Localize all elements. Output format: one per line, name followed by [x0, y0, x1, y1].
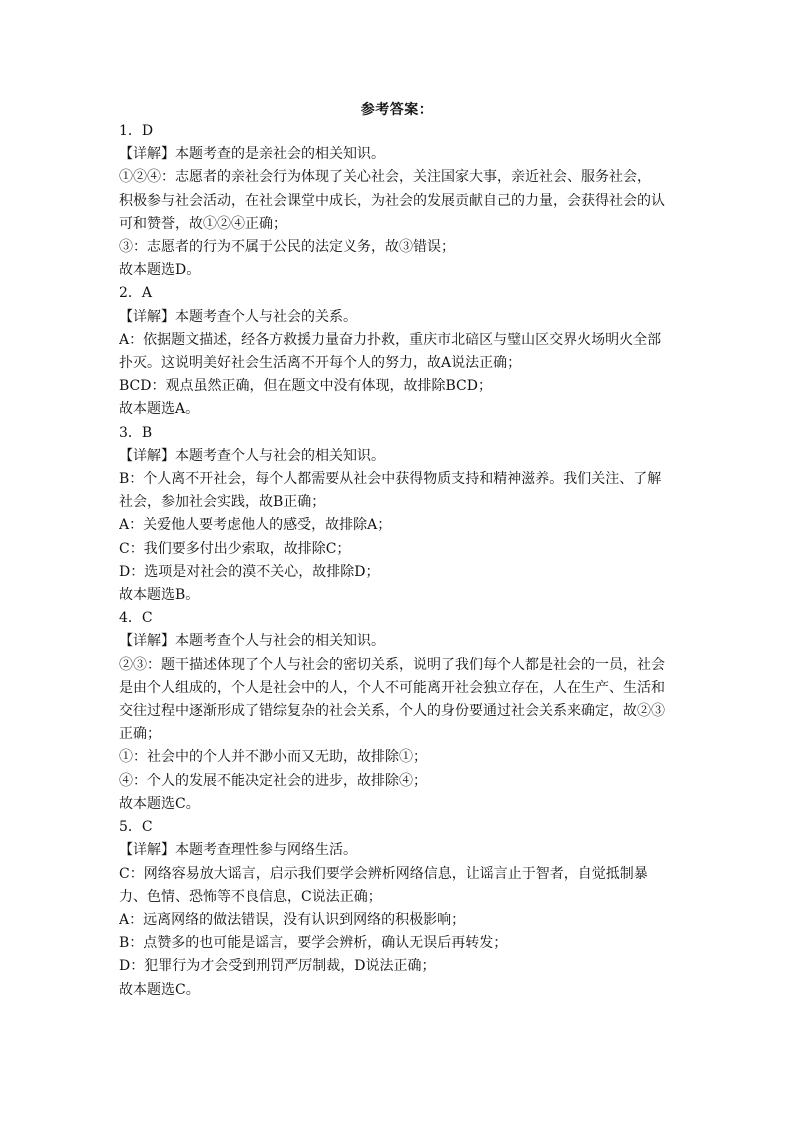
text-line: D：选项是对社会的漠不关心，故排除D；	[119, 563, 380, 580]
text-line: 故本题选B。	[119, 587, 200, 604]
text-line: ④：个人的发展不能决定社会的进步，故排除④；	[119, 772, 427, 789]
text-line: 社会，参加社会实践，故B正确；	[119, 494, 326, 511]
answer-content	[119, 120, 679, 1002]
text-line: 故本题选C。	[119, 795, 200, 812]
page-title: 参考答案：	[360, 102, 434, 118]
text-line: 4．C	[119, 610, 153, 627]
text-line: 可和赞誉，故①②④正确；	[119, 215, 287, 232]
text-line: 1．D	[119, 123, 154, 139]
text-line: 交往过程中逐渐形成了错综复杂的社会关系，个人的身份要通过社会关系来确定，故②③	[119, 703, 665, 720]
text-line: D：犯罪行为才会受到刑罚严厉制裁，D说法正确；	[119, 958, 436, 975]
text-line: ③：志愿者的行为不属于公民的法定义务，故③错误；	[119, 239, 455, 256]
text-line: 2．A	[119, 285, 153, 302]
text-line: 正确；	[119, 726, 161, 743]
text-line: 【详解】本题考查个人与社会的关系。	[119, 308, 357, 325]
text-line: 积极参与社会活动，在社会课堂中成长，为社会的发展贡献自己的力量，会获得社会的认	[119, 192, 665, 209]
text-line: 故本题选C。	[119, 981, 200, 998]
text-line: ②③：题干描述体现了个人与社会的密切关系，说明了我们每个人都是社会的一员，社会	[119, 656, 665, 673]
text-line: A：关爱他人要考虑他人的感受，故排除A；	[119, 517, 392, 534]
text-line: B：点赞多的也可能是谣言，要学会辨析，确认无误后再转发；	[119, 935, 508, 952]
text-line: 扑灭。这说明美好社会生活离不开每个人的努力，故A说法正确；	[119, 355, 522, 372]
text-line: 【详解】本题考查个人与社会的相关知识。	[119, 447, 385, 464]
text-line: 【详解】本题考查的是亲社会的相关知识。	[119, 146, 385, 163]
text-line: ①②④：志愿者的亲社会行为体现了关心社会，关注国家大事，亲近社会、服务社会，	[119, 169, 651, 186]
text-line: 故本题选A。	[119, 401, 200, 418]
text-line: 力、色情、恐怖等不良信息，C说法正确；	[119, 888, 382, 905]
text-line: 【详解】本题考查个人与社会的相关知识。	[119, 633, 385, 650]
text-line: C：我们要多付出少索取，故排除C；	[119, 540, 351, 557]
text-line: ①：社会中的个人并不渺小而又无助，故排除①；	[119, 749, 427, 766]
text-line: 【详解】本题考查理性参与网络生活。	[119, 842, 357, 859]
text-line: A：远离网络的做法错误，没有认识到网络的积极影响；	[119, 911, 466, 928]
text-line: B：个人离不开社会，每个人都需要从社会中获得物质支持和精神滋养。我们关注、了解	[119, 471, 662, 488]
text-line: 是由个人组成的，个人是社会中的人，个人不可能离开社会独立存在，人在生产、生活和	[119, 679, 665, 696]
text-line: 5．C	[119, 819, 153, 836]
text-line: 故本题选D。	[119, 262, 201, 279]
text-line: A：依据题文描述，经各方救援力量奋力扑救，重庆市北碚区与璧山区交界火场明火全部	[119, 331, 662, 348]
text-line: C：网络容易放大谣言，启示我们要学会辨析网络信息，让谣言止于智者，自觉抵制暴	[119, 865, 648, 882]
text-line: BCD：观点虽然正确，但在题文中没有体现，故排除BCD；	[119, 378, 492, 395]
text-line: 3．B	[119, 424, 153, 441]
